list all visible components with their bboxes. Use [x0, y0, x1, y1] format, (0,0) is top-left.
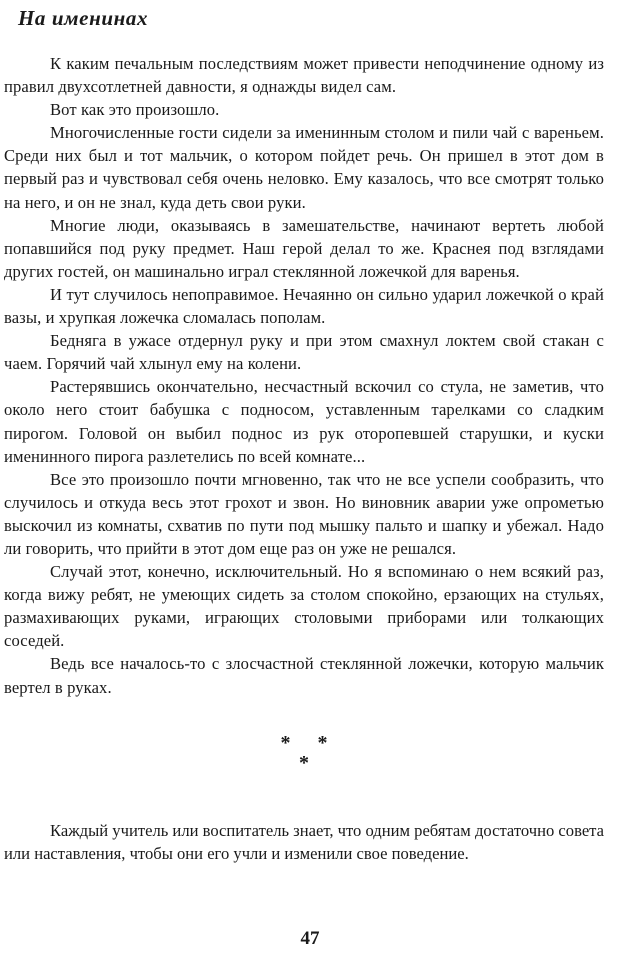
paragraph: Ведь все началось-то с злосчастной стеклянной ложечки, которую мальчик вертел в руках. [4, 654, 604, 697]
story-body [4, 52, 604, 699]
page-number: 47 [300, 928, 320, 949]
paragraph: И тут случилось непоправимое. Нечаянно он сильно ударил ложечкой о край вазы, и хрупкая ложечка сломалась пополам. [4, 284, 604, 328]
paragraph: Многочисленные гости сидели за именинным столом и пили чай с вареньем. Среди них был и тот мальчик, о котором пойдет речь. Он пришел в этот дом в первый раз и чувствовал себя очень неловко. Ему казалось, что все смотрят только на него, и он не знал, куда деть свои руки. [4, 123, 604, 212]
next-section [4, 819, 604, 865]
chapter-title: На именинах [18, 6, 149, 30]
paragraph: Все это произошло почти мгновенно, так что не все успели сообразить, что случилось и откуда весь этот грохот и звон. Но виновник аварии уже опрометью выскочил из комнаты, схватив по пути под мышку пальто и шапку и убежал. Надо ли говорить, что прийти в этот дом еще раз он уже не решался. [4, 469, 604, 558]
paragraph: К каким печальным последствиям может привести неподчинение одному из правил двухсотлетней давности, я однажды видел сам. [4, 54, 604, 97]
separator-star-bottom: * [299, 751, 309, 774]
paragraph: Случай этот, конечно, исключительный. Но я вспоминаю о нем всякий раз, когда вижу ребят, не умеющих сидеть за столом спокойно, ерзающих на стульях, размахивающих руками, играющих столовыми приборами или толкающих соседей. [4, 562, 604, 651]
paragraph: Бедняга в ужасе отдернул руку и при этом смахнул локтем свой стакан с чаем. Горячий чай хлынул ему на колени. [4, 331, 604, 374]
separator-stars-top: * * [280, 731, 328, 754]
paragraph: Вот как это произошло. [50, 100, 220, 120]
paragraph: Каждый учитель или воспитатель знает, что одним ребятам достаточно совета или наставления, чтобы они его учли и изменили свое поведение. [4, 820, 605, 863]
section-separator [4, 733, 604, 773]
paragraph: Растерявшись окончательно, несчастный вскочил со стула, не заметив, что около него стоит бабушка с подносом, уставленным тарелками со сладким пирогом. Головой он выбил поднос из рук оторопевшей старушки, и куски именинного пирога разлетелись по всей комнате... [4, 377, 604, 466]
paragraph: Многие люди, оказываясь в замешательстве, начинают вертеть любой попавшийся под руку предмет. Наш герой делал то же. Краснея под взглядами других гостей, он машинально играл стеклянной ложечкой для варенья. [4, 215, 604, 281]
